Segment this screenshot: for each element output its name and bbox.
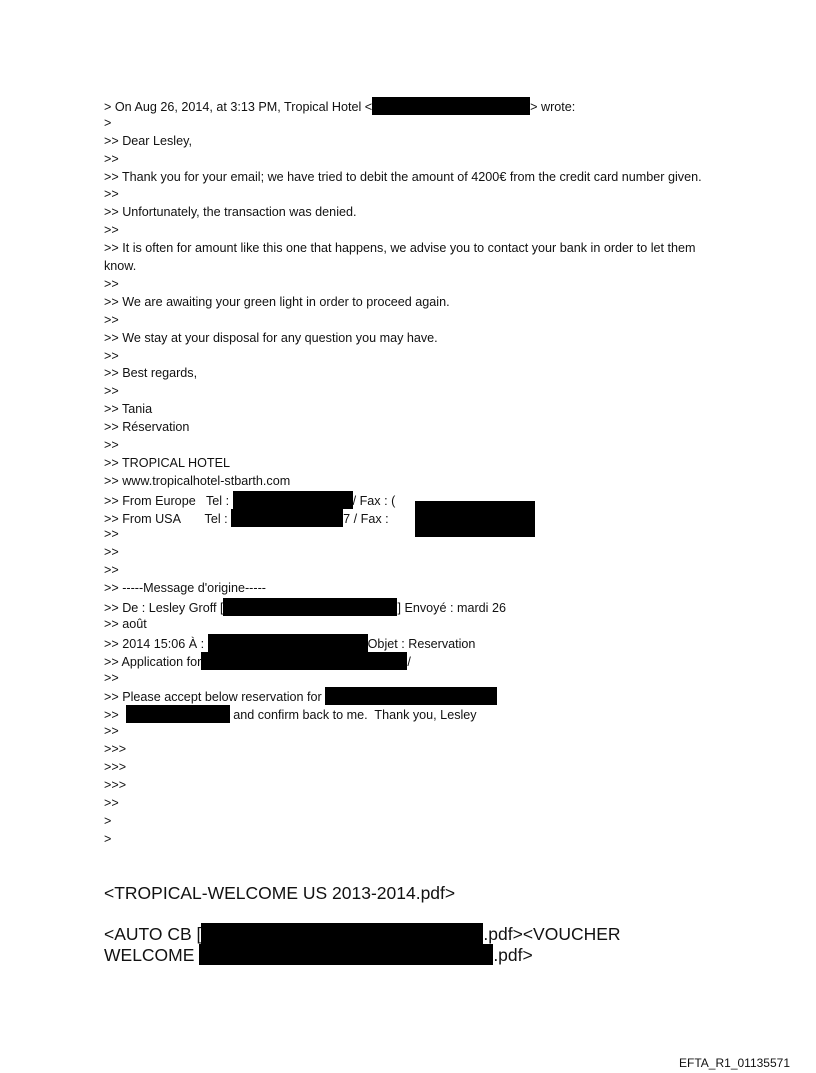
confirm-prefix: >> [104, 708, 119, 723]
quote-line: >> [104, 187, 119, 202]
contact-block [104, 491, 724, 527]
email-body [104, 97, 724, 848]
original-message-divider: >> -----Message d'origine----- [104, 581, 266, 596]
hotel-website: >> www.tropicalhotel-stbarth.com [104, 473, 291, 488]
attachment-voucher-welcome[interactable] [104, 944, 744, 965]
quote-line: >> [104, 545, 119, 560]
from-prefix: >> De : Lesley Groff [ [104, 600, 224, 615]
from-line [104, 598, 724, 616]
accept-prefix: >> Please accept below reservation for [104, 690, 322, 705]
thanks-line: >> Thank you for your email; we have tried to debit the amount of 4200€ from the credit card number given. [104, 169, 702, 184]
quote-line: >> [104, 527, 119, 542]
quote-line: >> [104, 670, 119, 685]
attachment-list-1 [104, 883, 744, 904]
europe-tel-label: >> From Europe Tel : [104, 493, 230, 508]
date-line [104, 634, 724, 652]
quote-line: >>> [104, 760, 127, 774]
disposal-line: >> We stay at your disposal for any question you may have. [104, 330, 438, 345]
quote-line: >> [104, 223, 119, 238]
redaction-block [201, 652, 407, 670]
quote-line: >> [104, 348, 119, 363]
header-prefix: > On Aug 26, 2014, at 3:13 PM, Tropical Hotel < [104, 100, 373, 114]
hotel-name: >> TROPICAL HOTEL [104, 455, 230, 470]
redaction-block [208, 634, 368, 652]
quote-line: > [104, 813, 112, 828]
quote-line: >> [104, 151, 119, 166]
email-header-line [104, 97, 724, 115]
signature-name: >> Tania [104, 402, 153, 417]
usa-contact-line [104, 509, 724, 527]
quote-line: >> [104, 384, 119, 399]
quote-line: >>> [104, 742, 127, 757]
quote-line: >> [104, 276, 119, 291]
signature-dept: >> Réservation [104, 420, 190, 435]
date-prefix: >> 2014 15:06 À : [104, 636, 205, 651]
attachment-list-2 [104, 923, 744, 965]
accept-line [104, 687, 724, 705]
quote-line: > [104, 831, 112, 846]
advise-line: >> It is often for amount like this one that happens, we advise you to contact your bank in order to let them know. [104, 241, 696, 274]
from-suffix: ] Envoyé : mardi 26 [397, 600, 506, 615]
quote-line: >> [104, 563, 119, 578]
document-id: EFTA_R1_01135571 [679, 1056, 790, 1070]
redaction-block [372, 97, 530, 115]
quote-line: >> [104, 312, 119, 327]
application-prefix: >> Application for [104, 654, 202, 669]
date-suffix: Objet : Reservation [367, 636, 476, 651]
quote-line: >> [104, 437, 119, 452]
attachment-welcome-prefix: WELCOME [104, 945, 195, 965]
application-line [104, 652, 724, 670]
confirm-suffix: and confirm back to me. Thank you, Lesley [233, 708, 477, 723]
quote-line: >>> [104, 777, 127, 792]
quote-line: >> [104, 724, 119, 739]
confirm-line [104, 705, 724, 723]
attachment-auto-cb-prefix: <AUTO CB [ [104, 924, 202, 944]
redaction-block [199, 944, 493, 965]
attachment-welcome-suffix: .pdf> [493, 945, 533, 965]
regards-line: >> Best regards, [104, 366, 198, 381]
aout-line: >> août [104, 616, 147, 631]
redaction-block [325, 687, 497, 705]
quote-line: > [104, 115, 112, 130]
redaction-block [126, 705, 230, 723]
awaiting-line: >> We are awaiting your green light in order to proceed again. [104, 294, 450, 309]
attachment-auto-cb[interactable] [104, 923, 744, 944]
greeting-line: >> Dear Lesley, [104, 133, 192, 148]
europe-fax-label: / Fax : ( [352, 493, 396, 508]
redaction-block [415, 501, 535, 537]
redaction-block [233, 491, 353, 509]
quote-line: >> [104, 795, 119, 810]
usa-fax-label: 7 / Fax : [343, 511, 389, 526]
attachment-welcome-pdf[interactable]: <TROPICAL-WELCOME US 2013-2014.pdf> [104, 883, 456, 903]
header-suffix: > wrote: [530, 100, 576, 114]
europe-contact-line [104, 491, 724, 509]
attachment-voucher-prefix: .pdf><VOUCHER [483, 924, 621, 944]
denied-line: >> Unfortunately, the transaction was denied. [104, 205, 357, 220]
application-suffix: / [407, 654, 411, 669]
redaction-block [201, 923, 483, 944]
redaction-block [231, 509, 343, 527]
usa-tel-label: >> From USA Tel : [104, 511, 228, 526]
redaction-block [223, 598, 397, 616]
